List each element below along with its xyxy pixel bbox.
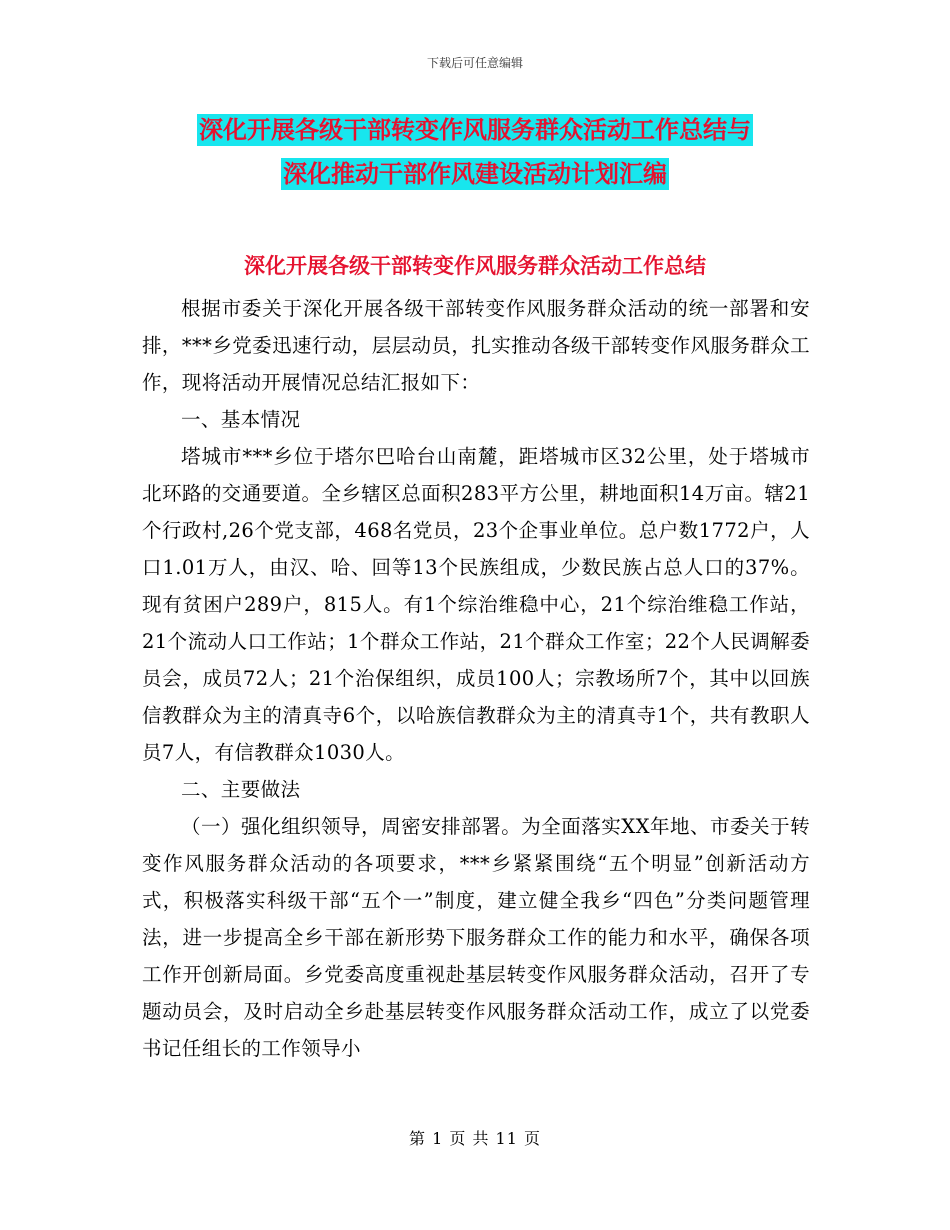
heading-main-practices: 二、主要做法 xyxy=(181,778,301,801)
heading-basic-situation: 一、基本情况 xyxy=(181,408,301,431)
main-title-line-1 xyxy=(0,114,950,146)
main-title-line-2 xyxy=(0,158,950,190)
paragraph-basic-situation: 塔城市***乡位于塔尔巴哈台山南麓，距塔城市区32公里，处于塔城市北环路的交通要道。全乡辖区总面积283平方公里，耕地面积14万亩。辖21个行政村,26个党支部，468名党员，23个企事业单位。总户数1772户，人口1.01万人，由汉、哈、回等13个民族组成，少数民族占总人口的37%。现有贫困户289户，815人。有1个综治维稳中心，21个综治维稳工作站，21个流动人口工作站；1个群众工作站，21个群众工作室；22个人民调解委员会，成员72人；21个治保组织，成员100人；宗教场所7个，其中以回族信教群众为主的清真寺6个，以哈族信教群众为主的清真寺1个，共有教职人员7人，有信教群众1030人。 xyxy=(142,445,810,764)
paragraph-main-practices: （一）强化组织领导，周密安排部署。为全面落实XX年地、市委关于转变作风服务群众活动的各项要求，***乡紧紧围绕“五个明显”创新活动方式，积极落实科级干部“五个一”制度，建立健全我乡“四色”分类问题管理法，进一步提高全乡干部在新形势下服务群众工作的能力和水平，确保各项工作开创新局面。乡党委高度重视赴基层转变作风服务群众活动，召开了专题动员会，及时启动全乡赴基层转变作风服务群众活动工作，成立了以党委书记任组长的工作领导小 xyxy=(142,815,810,1060)
main-title-line-1-text: 深化开展各级干部转变作风服务群众活动工作总结与 xyxy=(199,116,751,144)
document-body xyxy=(142,290,810,1067)
paragraph-intro: 根据市委关于深化开展各级干部转变作风服务群众活动的统一部署和安排，***乡党委迅速行动，层层动员，扎实推动各级干部转变作风服务群众工作，现将活动开展情况总结汇报如下： xyxy=(142,297,810,394)
section-title: 深化开展各级干部转变作风服务群众活动工作总结 xyxy=(244,254,706,278)
header-note: 下载后可任意编辑 xyxy=(426,56,523,70)
main-title-line-2-text: 深化推动干部作风建设活动计划汇编 xyxy=(283,160,667,188)
page-number-footer: 第 1 页 共 11 页 xyxy=(409,1129,541,1148)
